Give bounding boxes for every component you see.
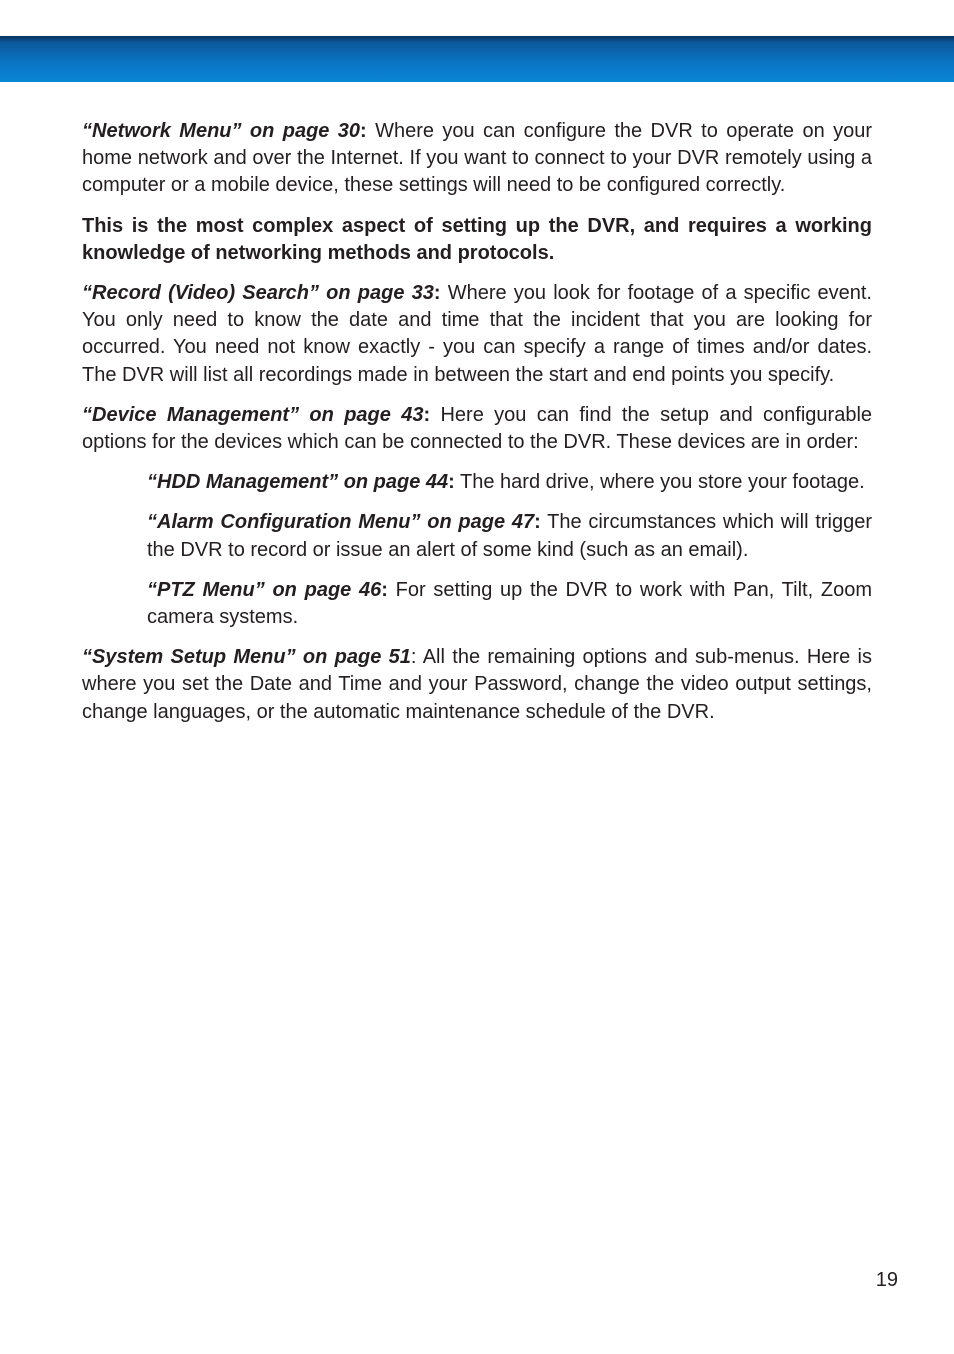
paragraph-device-management bbox=[82, 402, 872, 456]
separator: : bbox=[534, 511, 541, 534]
separator: : bbox=[360, 120, 367, 142]
paragraph-text: For setting up the DVR to work with Pan, Tilt, Zoom camera systems. bbox=[147, 578, 872, 629]
paragraph-text: Where you look for footage of a specific event. You only need to know the date and time that the incident that you are looking for occurred. You need not know exactly - you can specify a range of times and/or dates. The DVR will list all recordings made in between the start and end points you specify. bbox=[82, 282, 872, 386]
link-device-management[interactable]: “Device Management” on page 43 bbox=[82, 403, 424, 426]
separator: : bbox=[448, 471, 455, 494]
paragraph-record-search bbox=[82, 280, 872, 389]
paragraph-text: All the remaining options and sub-menus. Here is where you set the Date and Time and your Password, change the video output settings, change languages, or the automatic maintenance schedule of the DVR. bbox=[82, 646, 872, 723]
paragraph-text: The hard drive, where you store your footage. bbox=[454, 471, 865, 494]
link-ptz-menu[interactable]: “PTZ Menu” on page 46 bbox=[147, 578, 382, 601]
paragraph-hdd-management bbox=[147, 469, 872, 496]
page-number: 19 bbox=[875, 1269, 898, 1291]
paragraph-ptz-menu bbox=[147, 577, 872, 631]
paragraph-system-setup bbox=[82, 644, 872, 726]
paragraph-text: The circumstances which will trigger the DVR to record or issue an alert of some kind (such as an email). bbox=[147, 511, 872, 561]
paragraph-complexity-note bbox=[82, 213, 872, 267]
link-record-search[interactable]: “Record (Video) Search” on page 33 bbox=[82, 282, 434, 305]
link-network-menu[interactable]: “Network Menu” on page 30 bbox=[82, 120, 361, 142]
document-body bbox=[82, 118, 872, 739]
link-system-setup[interactable]: “System Setup Menu” on page 51 bbox=[82, 646, 411, 669]
separator: : bbox=[410, 646, 417, 669]
paragraph-network-menu bbox=[82, 118, 872, 200]
separator: : bbox=[423, 403, 431, 426]
link-alarm-configuration[interactable]: “Alarm Configuration Menu” on page 47 bbox=[147, 511, 535, 534]
separator: : bbox=[381, 578, 388, 601]
header-banner bbox=[0, 36, 954, 82]
paragraph-alarm-configuration bbox=[147, 509, 872, 563]
paragraph-text: Here you can find the setup and configurable options for the devices which can be connected to the DVR. These devices are in order: bbox=[82, 403, 873, 454]
link-hdd-management[interactable]: “HDD Management” on page 44 bbox=[147, 471, 449, 494]
paragraph-text: Where you can configure the DVR to operate on your home network and over the Internet. If you want to connect to your DVR remotely using a computer or a mobile device, these settings will need to be configured correctly. bbox=[82, 120, 872, 197]
separator: : bbox=[433, 282, 441, 305]
paragraph-text: This is the most complex aspect of setting up the DVR, and requires a working knowledge of networking methods and protocols. bbox=[82, 214, 872, 264]
